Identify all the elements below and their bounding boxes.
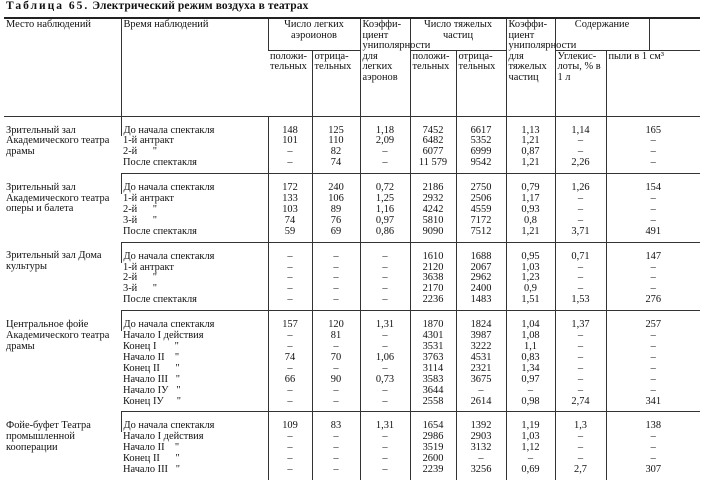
light-positive-cell: 74 bbox=[268, 216, 312, 227]
light-negative-cell: – bbox=[312, 432, 360, 443]
heavy-coef-cell: 1,12 bbox=[506, 443, 555, 454]
light-negative-cell: 70 bbox=[312, 353, 360, 364]
dust-cell: – bbox=[606, 194, 700, 205]
time-cell: Конец I " bbox=[123, 341, 179, 352]
light-coef-cell: – bbox=[360, 342, 410, 353]
light-negative-cell: 74 bbox=[312, 158, 360, 173]
light-positive-cell: – bbox=[268, 158, 312, 173]
heavy-negative-cell: 1392 bbox=[456, 412, 506, 432]
light-positive-cell: 59 bbox=[268, 227, 312, 242]
light-negative-cell: – bbox=[312, 342, 360, 353]
co2-cell: 3,71 bbox=[555, 227, 606, 242]
dust-cell: – bbox=[606, 205, 700, 216]
light-negative-cell: – bbox=[312, 263, 360, 274]
time-cell: 3-й " bbox=[123, 214, 158, 226]
light-coef-cell: – bbox=[360, 465, 410, 480]
heavy-coef-cell: 0,87 bbox=[506, 147, 555, 158]
heavy-positive-cell: 2986 bbox=[410, 432, 456, 443]
table-row bbox=[4, 412, 700, 432]
heavy-negative-cell: 6617 bbox=[456, 116, 506, 136]
header-heavy-negative: отрица-тельных bbox=[456, 50, 506, 116]
heavy-negative-cell: 3256 bbox=[456, 465, 506, 480]
heavy-coef-cell: 1,21 bbox=[506, 136, 555, 147]
dust-cell: – bbox=[606, 284, 700, 295]
heavy-coef-cell: 1,17 bbox=[506, 194, 555, 205]
heavy-positive-cell: 3763 bbox=[410, 353, 456, 364]
light-coef-cell: – bbox=[360, 242, 410, 262]
co2-cell: – bbox=[555, 147, 606, 158]
co2-cell: – bbox=[555, 364, 606, 375]
time-cell: Конец IУ " bbox=[121, 397, 268, 412]
time-cell: 2-й " bbox=[123, 146, 158, 158]
light-positive-cell: 157 bbox=[268, 311, 312, 331]
light-positive-cell: – bbox=[268, 443, 312, 454]
dust-cell: 307 bbox=[606, 465, 700, 480]
co2-cell: – bbox=[555, 454, 606, 465]
header-dust: пыли в 1 см³ bbox=[606, 50, 700, 116]
heavy-positive-cell: 2932 bbox=[410, 194, 456, 205]
co2-cell: – bbox=[555, 194, 606, 205]
heavy-positive-cell: 9090 bbox=[410, 227, 456, 242]
dust-cell: – bbox=[606, 216, 700, 227]
light-negative-cell: – bbox=[312, 295, 360, 310]
heavy-coef-cell: – bbox=[506, 454, 555, 465]
co2-cell: – bbox=[555, 443, 606, 454]
heavy-positive-cell: 2236 bbox=[410, 295, 456, 310]
heavy-positive-cell: 6482 bbox=[410, 136, 456, 147]
heavy-coef-cell: 1,1 bbox=[506, 342, 555, 353]
heavy-positive-cell: 2600 bbox=[410, 454, 456, 465]
heavy-positive-cell: 4301 bbox=[410, 331, 456, 342]
heavy-coef-cell: 1,03 bbox=[506, 263, 555, 274]
dust-cell: 154 bbox=[606, 174, 700, 194]
light-negative-cell: – bbox=[312, 284, 360, 295]
heavy-negative-cell: 1688 bbox=[456, 242, 506, 262]
caption-lead: Таблица 65. bbox=[6, 0, 90, 12]
light-negative-cell: – bbox=[312, 273, 360, 284]
light-positive-cell: – bbox=[268, 342, 312, 353]
light-positive-cell: – bbox=[268, 364, 312, 375]
time-cell: До начала спектакля bbox=[121, 174, 268, 194]
heavy-negative-cell: 3132 bbox=[456, 443, 506, 454]
light-coef-cell: 0,73 bbox=[360, 375, 410, 386]
heavy-coef-cell: 0,83 bbox=[506, 353, 555, 364]
heavy-negative-cell: 2506 bbox=[456, 194, 506, 205]
heavy-negative-cell: 2750 bbox=[456, 174, 506, 194]
dust-cell: 147 bbox=[606, 242, 700, 262]
air-electric-regime-table bbox=[4, 17, 700, 480]
light-coef-cell: 0,72 bbox=[360, 174, 410, 194]
light-coef-cell: 1,31 bbox=[360, 311, 410, 331]
dust-cell: 138 bbox=[606, 412, 700, 432]
dust-cell: – bbox=[606, 375, 700, 386]
heavy-negative-cell: 2400 bbox=[456, 284, 506, 295]
dust-cell: – bbox=[606, 443, 700, 454]
co2-cell: – bbox=[555, 331, 606, 342]
time-cell: Начало I действия bbox=[123, 431, 204, 443]
light-positive-cell: – bbox=[268, 284, 312, 295]
heavy-negative-cell: 3222 bbox=[456, 342, 506, 353]
light-negative-cell: – bbox=[312, 242, 360, 262]
heavy-coef-cell: 1,21 bbox=[506, 158, 555, 173]
time-cell: До начала спектакля bbox=[121, 242, 268, 262]
table-row bbox=[4, 242, 700, 262]
header-content: Содержание bbox=[555, 18, 649, 50]
light-coef-cell: – bbox=[360, 273, 410, 284]
place-cell: Центральное фойе Академического театра драмы bbox=[6, 318, 112, 352]
light-positive-cell: – bbox=[268, 242, 312, 262]
heavy-negative-cell: – bbox=[456, 454, 506, 465]
heavy-negative-cell: 2321 bbox=[456, 364, 506, 375]
place-cell: Фойе-буфет Театра промышленной кооперации bbox=[6, 419, 94, 453]
heavy-coef-cell: 0,95 bbox=[506, 242, 555, 262]
header-co2: Углекис-лоты, % в 1 л bbox=[555, 50, 606, 116]
heavy-negative-cell: 6999 bbox=[456, 147, 506, 158]
heavy-positive-cell: 1610 bbox=[410, 242, 456, 262]
header-heavy-particles: Число тяжелых частиц bbox=[410, 18, 506, 50]
header-heavy-positive: положи-тельных bbox=[410, 50, 456, 116]
light-negative-cell: 240 bbox=[312, 174, 360, 194]
light-positive-cell: – bbox=[268, 386, 312, 397]
light-negative-cell: 90 bbox=[312, 375, 360, 386]
co2-cell: – bbox=[555, 342, 606, 353]
light-positive-cell: 133 bbox=[268, 194, 312, 205]
light-positive-cell: – bbox=[268, 397, 312, 412]
heavy-positive-cell: 3644 bbox=[410, 386, 456, 397]
dust-cell: – bbox=[606, 263, 700, 274]
time-cell: После спектакля bbox=[121, 295, 268, 310]
heavy-positive-cell: 3531 bbox=[410, 342, 456, 353]
time-cell: До начала спектакля bbox=[121, 412, 268, 432]
light-positive-cell: – bbox=[268, 454, 312, 465]
header-heavy-coef: Коэффи-циент униполярности для тяжелых частиц bbox=[506, 18, 555, 116]
co2-cell: 2,7 bbox=[555, 465, 606, 480]
heavy-coef-cell: 1,21 bbox=[506, 227, 555, 242]
table-row bbox=[4, 116, 700, 136]
light-positive-cell: 74 bbox=[268, 353, 312, 364]
heavy-negative-cell: 5352 bbox=[456, 136, 506, 147]
light-coef-cell: – bbox=[360, 284, 410, 295]
light-coef-cell: – bbox=[360, 443, 410, 454]
heavy-coef-cell: 1,04 bbox=[506, 311, 555, 331]
light-coef-cell: 1,18 bbox=[360, 116, 410, 136]
heavy-negative-cell: 1483 bbox=[456, 295, 506, 310]
dust-cell: – bbox=[606, 136, 700, 147]
light-positive-cell: 103 bbox=[268, 205, 312, 216]
heavy-negative-cell: 2067 bbox=[456, 263, 506, 274]
place-cell: Зрительный зал Академического театра драмы bbox=[6, 124, 112, 158]
co2-cell: 1,14 bbox=[555, 116, 606, 136]
heavy-coef-cell: 0,98 bbox=[506, 397, 555, 412]
heavy-negative-cell: 9542 bbox=[456, 158, 506, 173]
light-negative-cell: 120 bbox=[312, 311, 360, 331]
heavy-coef-cell: 1,13 bbox=[506, 116, 555, 136]
light-positive-cell: – bbox=[268, 295, 312, 310]
header-light-ions: Число легких аэроионов bbox=[268, 18, 360, 50]
time-cell: Начало III " bbox=[123, 373, 181, 385]
time-cell: 1-й антракт bbox=[123, 261, 174, 273]
light-negative-cell: 89 bbox=[312, 205, 360, 216]
header-time: Время наблюдений bbox=[121, 18, 268, 116]
heavy-positive-cell: 2186 bbox=[410, 174, 456, 194]
heavy-positive-cell: 5810 bbox=[410, 216, 456, 227]
dust-cell: – bbox=[606, 342, 700, 353]
co2-cell: – bbox=[555, 273, 606, 284]
heavy-positive-cell: 3519 bbox=[410, 443, 456, 454]
light-positive-cell: – bbox=[268, 273, 312, 284]
light-negative-cell: 106 bbox=[312, 194, 360, 205]
header-light-positive: положи-тельных bbox=[268, 50, 312, 116]
co2-cell: – bbox=[555, 353, 606, 364]
light-negative-cell: – bbox=[312, 465, 360, 480]
dust-cell: – bbox=[606, 158, 700, 173]
heavy-coef-cell: 0,69 bbox=[506, 465, 555, 480]
heavy-negative-cell: 3987 bbox=[456, 331, 506, 342]
co2-cell: – bbox=[555, 263, 606, 274]
header-place: Место наблюдений bbox=[4, 18, 121, 116]
heavy-negative-cell: 2903 bbox=[456, 432, 506, 443]
time-cell: После спектакля bbox=[121, 158, 268, 173]
light-positive-cell: – bbox=[268, 432, 312, 443]
table-caption bbox=[6, 0, 308, 12]
light-coef-cell: – bbox=[360, 147, 410, 158]
heavy-positive-cell: 2558 bbox=[410, 397, 456, 412]
light-negative-cell: 83 bbox=[312, 412, 360, 432]
dust-cell: – bbox=[606, 364, 700, 375]
dust-cell: – bbox=[606, 454, 700, 465]
heavy-positive-cell: 1654 bbox=[410, 412, 456, 432]
co2-cell: 2,26 bbox=[555, 158, 606, 173]
heavy-negative-cell: 7172 bbox=[456, 216, 506, 227]
header-empty bbox=[649, 18, 700, 50]
co2-cell: – bbox=[555, 432, 606, 443]
heavy-coef-cell: 1,08 bbox=[506, 331, 555, 342]
dust-cell: – bbox=[606, 386, 700, 397]
caption-title: Электрический режим воздуха в театрах bbox=[92, 0, 309, 12]
header-light-negative: отрица-тельных bbox=[312, 50, 360, 116]
heavy-negative-cell: 2614 bbox=[456, 397, 506, 412]
light-negative-cell: 82 bbox=[312, 147, 360, 158]
heavy-negative-cell: – bbox=[456, 386, 506, 397]
heavy-negative-cell: 3675 bbox=[456, 375, 506, 386]
light-positive-cell: 66 bbox=[268, 375, 312, 386]
heavy-positive-cell: 4242 bbox=[410, 205, 456, 216]
dust-cell: 341 bbox=[606, 397, 700, 412]
heavy-coef-cell: 1,19 bbox=[506, 412, 555, 432]
co2-cell: 1,3 bbox=[555, 412, 606, 432]
heavy-coef-cell: 1,23 bbox=[506, 273, 555, 284]
light-positive-cell: 109 bbox=[268, 412, 312, 432]
heavy-coef-cell: 0,8 bbox=[506, 216, 555, 227]
heavy-negative-cell: 4531 bbox=[456, 353, 506, 364]
dust-cell: 491 bbox=[606, 227, 700, 242]
light-coef-cell: – bbox=[360, 386, 410, 397]
heavy-positive-cell: 3114 bbox=[410, 364, 456, 375]
time-cell: 1-й антракт bbox=[123, 193, 174, 205]
dust-cell: – bbox=[606, 273, 700, 284]
heavy-coef-cell: – bbox=[506, 386, 555, 397]
time-cell: 3-й " bbox=[123, 283, 158, 295]
time-cell: Конец II " bbox=[123, 453, 180, 465]
heavy-coef-cell: 0,9 bbox=[506, 284, 555, 295]
heavy-coef-cell: 1,34 bbox=[506, 364, 555, 375]
light-coef-cell: – bbox=[360, 263, 410, 274]
co2-cell: 0,71 bbox=[555, 242, 606, 262]
light-coef-cell: 0,86 bbox=[360, 227, 410, 242]
light-coef-cell: 1,31 bbox=[360, 412, 410, 432]
co2-cell: – bbox=[555, 284, 606, 295]
light-negative-cell: 76 bbox=[312, 216, 360, 227]
light-negative-cell: 125 bbox=[312, 116, 360, 136]
light-positive-cell: – bbox=[268, 147, 312, 158]
light-positive-cell: – bbox=[268, 263, 312, 274]
dust-cell: – bbox=[606, 331, 700, 342]
co2-cell: 1,53 bbox=[555, 295, 606, 310]
co2-cell: – bbox=[555, 375, 606, 386]
heavy-coef-cell: 0,97 bbox=[506, 375, 555, 386]
heavy-negative-cell: 1824 bbox=[456, 311, 506, 331]
co2-cell: – bbox=[555, 386, 606, 397]
light-coef-cell: 2,09 bbox=[360, 136, 410, 147]
heavy-positive-cell: 2170 bbox=[410, 284, 456, 295]
co2-cell: 1,26 bbox=[555, 174, 606, 194]
heavy-negative-cell: 4559 bbox=[456, 205, 506, 216]
light-positive-cell: 101 bbox=[268, 136, 312, 147]
time-cell: Конец II " bbox=[123, 362, 180, 374]
time-cell: До начала спектакля bbox=[121, 311, 268, 331]
dust-cell: 257 bbox=[606, 311, 700, 331]
light-positive-cell: – bbox=[268, 331, 312, 342]
time-cell: До начала спектакля bbox=[121, 116, 268, 136]
light-coef-cell: – bbox=[360, 454, 410, 465]
time-cell: 2-й " bbox=[123, 272, 158, 284]
heavy-negative-cell: 2962 bbox=[456, 273, 506, 284]
heavy-coef-cell: 1,03 bbox=[506, 432, 555, 443]
light-positive-cell: 148 bbox=[268, 116, 312, 136]
light-coef-cell: – bbox=[360, 158, 410, 173]
light-negative-cell: 69 bbox=[312, 227, 360, 242]
co2-cell: – bbox=[555, 216, 606, 227]
heavy-positive-cell: 1870 bbox=[410, 311, 456, 331]
light-coef-cell: – bbox=[360, 364, 410, 375]
heavy-positive-cell: 2239 bbox=[410, 465, 456, 480]
table-row bbox=[4, 311, 700, 331]
header-light-coef: Коэффи-циент униполярности для легких аэронов bbox=[360, 18, 410, 116]
light-coef-cell: 1,06 bbox=[360, 353, 410, 364]
light-negative-cell: – bbox=[312, 454, 360, 465]
dust-cell: – bbox=[606, 353, 700, 364]
heavy-coef-cell: 0,93 bbox=[506, 205, 555, 216]
co2-cell: 2,74 bbox=[555, 397, 606, 412]
light-coef-cell: 1,25 bbox=[360, 194, 410, 205]
heavy-positive-cell: 11 579 bbox=[410, 158, 456, 173]
time-cell: Начало II " bbox=[123, 442, 180, 454]
light-coef-cell: 1,16 bbox=[360, 205, 410, 216]
light-negative-cell: – bbox=[312, 443, 360, 454]
co2-cell: 1,37 bbox=[555, 311, 606, 331]
light-negative-cell: – bbox=[312, 386, 360, 397]
time-cell: 1-й антракт bbox=[123, 135, 174, 147]
co2-cell: – bbox=[555, 136, 606, 147]
table-body bbox=[4, 116, 700, 480]
time-cell: 2-й " bbox=[123, 203, 158, 215]
light-coef-cell: 0,97 bbox=[360, 216, 410, 227]
place-cell: Зрительный зал Дома культуры bbox=[6, 250, 105, 273]
heavy-positive-cell: 6077 bbox=[410, 147, 456, 158]
heavy-positive-cell: 3638 bbox=[410, 273, 456, 284]
time-cell: Начало IУ " bbox=[123, 384, 181, 396]
light-negative-cell: 110 bbox=[312, 136, 360, 147]
light-coef-cell: – bbox=[360, 295, 410, 310]
time-cell: Начало I действия bbox=[123, 330, 204, 342]
light-coef-cell: – bbox=[360, 331, 410, 342]
heavy-positive-cell: 7452 bbox=[410, 116, 456, 136]
dust-cell: – bbox=[606, 432, 700, 443]
heavy-positive-cell: 2120 bbox=[410, 263, 456, 274]
heavy-negative-cell: 7512 bbox=[456, 227, 506, 242]
light-negative-cell: – bbox=[312, 397, 360, 412]
light-coef-cell: – bbox=[360, 397, 410, 412]
co2-cell: – bbox=[555, 205, 606, 216]
table-header bbox=[4, 18, 700, 116]
heavy-positive-cell: 3583 bbox=[410, 375, 456, 386]
light-positive-cell: 172 bbox=[268, 174, 312, 194]
dust-cell: 276 bbox=[606, 295, 700, 310]
light-coef-cell: – bbox=[360, 432, 410, 443]
place-cell: Зрительный зал Академического театра оперы и балета bbox=[6, 181, 110, 215]
light-negative-cell: 81 bbox=[312, 331, 360, 342]
time-cell: Начало III " bbox=[123, 464, 181, 476]
light-negative-cell: – bbox=[312, 364, 360, 375]
time-cell: Начало II " bbox=[123, 351, 180, 363]
dust-cell: – bbox=[606, 147, 700, 158]
dust-cell: 165 bbox=[606, 116, 700, 136]
heavy-coef-cell: 1,51 bbox=[506, 295, 555, 310]
time-cell: После спектакля bbox=[121, 227, 268, 242]
table-row bbox=[4, 174, 700, 194]
heavy-coef-cell: 0,79 bbox=[506, 174, 555, 194]
light-positive-cell: – bbox=[268, 465, 312, 480]
